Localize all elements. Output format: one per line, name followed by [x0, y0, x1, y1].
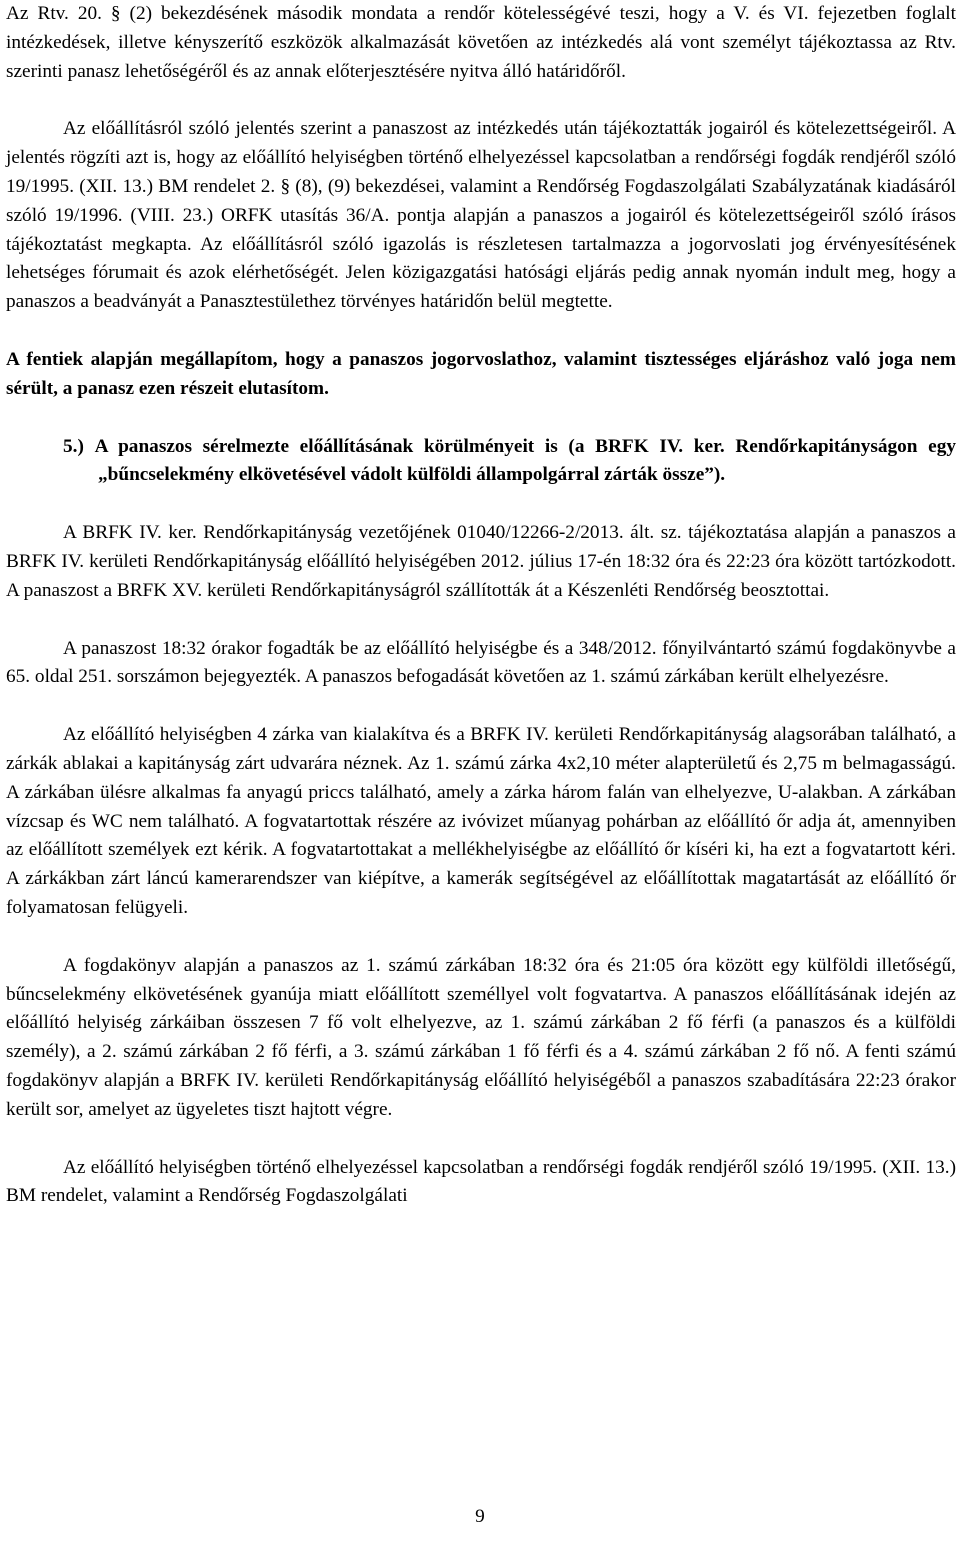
paragraph-decision: A fentiek alapján megállapítom, hogy a panaszos jogorvoslathoz, valamint tisztességes eljáráshoz való joga nem sérült, a panasz ezen részeit elutasítom. [6, 348, 956, 399]
section-5-text: A panaszos sérelmezte előállításának körülményeit is (a BRFK IV. ker. Rendőrkapitányságon egy „bűncselekmény elkövetésével vádolt külföldi állampolgárral zárták össze”). [94, 435, 956, 486]
paragraph-report: Az előállításról szóló jelentés szerint a panaszost az intézkedés után tájékoztatták jogairól és kötelezettségeiről. A jelentés rögzíti azt is, hogy az előállító helyiségben történő elhelyezéssel kapcsolatban a rendőrségi fogdák rendjéről szóló 19/1995. (XII. 13.) BM rendelet 2. § (8), (9) bekezdései, valamint a Rendőrség Fogdaszolgálati Szabályzatának kiadásáról szóló 19/1996. (VIII. 23.) ORFK utasítás 36/A. pontja alapján a panaszos a jogairól és kötelezettségeiről szóló írásos tájékoztatást megkapta. Az előállításról szóló igazolás is részletesen tartalmazza a jogorvoslati jog érvényesítésének lehetséges fórumait és azok elérhetőségét. Jelen közigazgatási hatósági eljárás pedig annak nyomán indult meg, hogy a panaszos a beadványát a Panasztestülethez törvényes határidőn belül megtette. [6, 118, 956, 313]
paragraph-admission: A panaszost 18:32 órakor fogadták be az előállító helyiségbe és a 348/2012. főnyilvántartó számú fogdakönyvbe a 65. oldal 251. sorszámon bejegyezték. A panaszos befogadását követően az 1. számú zárkában került elhelyezésre. [6, 637, 956, 688]
document-page [6, 0, 956, 1211]
paragraph-brfk-info: A BRFK IV. ker. Rendőrkapitányság vezetőjének 01040/12266-2/2013. ált. sz. tájékoztatása alapján a panaszos a BRFK IV. kerületi Rendőrkapitányság előállító helyiségében 2012. július 17-én 18:32 óra és 22:23 óra között tartózkodott. A panaszost a BRFK XV. kerületi Rendőrkapitányságról szállították át a Készenléti Rendőrség beosztottai. [6, 522, 956, 601]
paragraph-regulation: Az előállító helyiségben történő elhelyezéssel kapcsolatban a rendőrségi fogdák rendjéről szóló 19/1995. (XII. 13.) BM rendelet, valamint a Rendőrség Fogdaszolgálati [6, 1156, 956, 1207]
section-5-heading [6, 433, 956, 491]
paragraph-rtv: Az Rtv. 20. § (2) bekezdésének második mondata a rendőr kötelességévé teszi, hogy a V. és VI. fejezetben foglalt intézkedések, illetve kényszerítő eszközök alkalmazását követően az intézkedés alá vont személyt tájékoztassa az Rtv. szerinti panasz lehetőségéről és az annak előterjesztésére nyitva álló határidőről. [6, 3, 956, 82]
paragraph-cells: Az előállító helyiségben 4 zárka van kialakítva és a BRFK IV. kerületi Rendőrkapitányság alagsorában található, a zárkák ablakai a kapitányság zárt udvarára néznek. Az 1. számú zárka 4x2,10 méter alapterületű és 2,75 m belmagasságú. A zárkában ülésre alkalmas fa anyagú priccs található, amely a zárka három falán van elhelyezve, U-alakban. A zárkában vízcsap és WC nem található. A fogvatartottak részére az ivóvizet műanyag pohárban az előállító őr adja át, amennyiben az előállított személyek ezt kérik. A fogvatartottakat a mellékhelyiségbe az előállító őr kíséri ki, ha ezt a fogvatartott kéri. A zárkákban zárt láncú kamerarendszer van kiépítve, a kamerák segítségével az előállítottak magatartását az előállító őr folyamatosan felügyeli. [6, 724, 956, 918]
paragraph-logbook: A fogdakönyv alapján a panaszos az 1. számú zárkában 18:32 óra és 21:05 óra között egy külföldi illetőségű, bűncselekmény elkövetésének gyanúja miatt előállított személlyel volt fogvatartva. A panaszos előállításának idején az előállító helyiség zárkáiban összesen 7 fő volt elhelyezve, az 1. számú zárkában 2 fő férfi (a panaszos és a külföldi személy), a 2. számú zárkában 2 fő férfi, a 3. számú zárkában 1 fő férfi és a 4. számú zárkában 2 fő nő. A fenti számú fogdakönyv alapján a BRFK IV. kerületi Rendőrkapitányság előállító helyiségéből a panaszos szabadítására 22:23 órakor került sor, amelyet az ügyeletes tiszt hajtott végre. [6, 954, 956, 1120]
page-number: 9 [475, 1506, 485, 1527]
section-5-number: 5.) [63, 435, 84, 457]
